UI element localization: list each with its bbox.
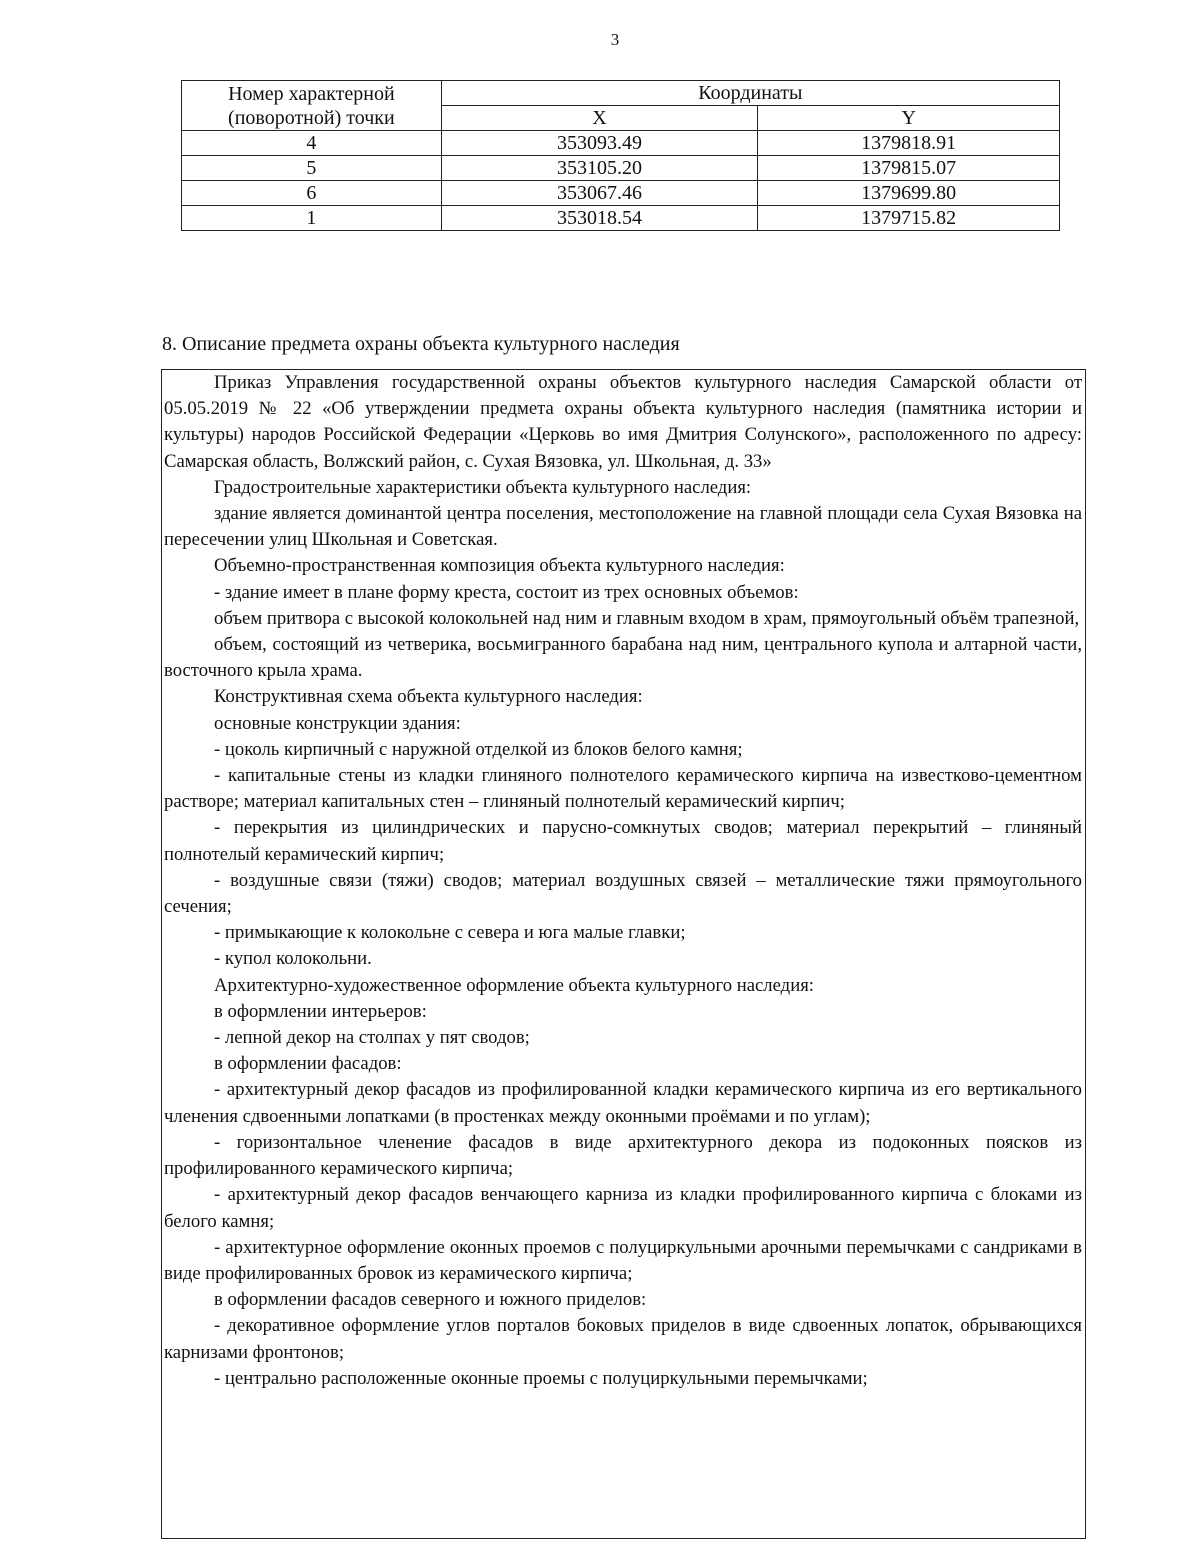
table-row bbox=[182, 206, 1060, 231]
paragraph: - центрально расположенные оконные проемы с полуциркульными перемычками; bbox=[214, 1367, 868, 1389]
cell-x: 353105.20 bbox=[441, 156, 758, 181]
cell-x: 353093.49 bbox=[441, 131, 758, 156]
paragraph: в оформлении интерьеров: bbox=[214, 1000, 427, 1022]
protection-subject-box bbox=[161, 369, 1086, 1539]
header-coords: Координаты bbox=[441, 81, 1059, 106]
paragraph: - купол колокольни. bbox=[214, 948, 372, 970]
paragraph: - архитектурный декор фасадов венчающего карниза из кладки профилированного кирпича с блоками из белого камня; bbox=[164, 1184, 1082, 1232]
cell-y: 1379715.82 bbox=[758, 206, 1060, 231]
table-header-row bbox=[182, 81, 1060, 106]
table-row bbox=[182, 131, 1060, 156]
paragraph: в оформлении фасадов северного и южного приделов: bbox=[214, 1289, 647, 1311]
table-row bbox=[182, 156, 1060, 181]
header-x: X bbox=[441, 106, 758, 131]
paragraph: Объемно-пространственная композиция объекта культурного наследия: bbox=[214, 555, 785, 577]
header-y: Y bbox=[758, 106, 1060, 131]
header-point bbox=[182, 81, 442, 131]
paragraph: - капитальные стены из кладки глиняного полнотелого керамического кирпича на известково-цементном растворе; материал капитальных стен – глиняный полнотелый керамический кирпич; bbox=[164, 765, 1082, 813]
paragraph: Конструктивная схема объекта культурного наследия: bbox=[214, 686, 643, 708]
cell-y: 1379818.91 bbox=[758, 131, 1060, 156]
cell-point: 6 bbox=[182, 181, 442, 206]
paragraph: - лепной декор на столпах у пят сводов; bbox=[214, 1027, 530, 1049]
paragraph: - архитектурный декор фасадов из профилированной кладки керамического кирпича из его вертикального членения сдвоенными лопатками (в простенках между оконными проёмами и по углам); bbox=[164, 1079, 1082, 1127]
paragraph: Приказ Управления государственной охраны объектов культурного наследия Самарской области от 05.05.2019 № 22 «Об утверждении предмета охраны объекта культурного наследия (памятника истории и культуры) народов Российской Федерации «Церковь во имя Дмитрия Солунского», расположенного по адресу: Самарская область, Волжский район, с. Сухая Вязовка, ул. Школьная, д. 33» bbox=[164, 372, 1082, 472]
paragraph: - архитектурное оформление оконных проемов с полуциркульными арочными перемычками с сандриками в виде профилированных бровок из керамического кирпича; bbox=[164, 1236, 1082, 1284]
table-row bbox=[182, 181, 1060, 206]
header-point-line1: Номер характерной bbox=[228, 82, 395, 105]
paragraph: - декоративное оформление углов порталов боковых приделов в виде сдвоенных лопаток, обрывающихся карнизами фронтонов; bbox=[164, 1315, 1082, 1363]
paragraph: - примыкающие к колокольне с севера и юга малые главки; bbox=[214, 922, 686, 944]
paragraph: - воздушные связи (тяжи) сводов; материал воздушных связей – металлические тяжи прямоугольного сечения; bbox=[164, 869, 1082, 918]
paragraph: - цоколь кирпичный с наружной отделкой из блоков белого камня; bbox=[214, 738, 743, 760]
paragraph: здание является доминантой центра поселения, местоположение на главной площади села Сухая Вязовка на пересечении улиц Школьная и Советская. bbox=[164, 503, 1082, 551]
paragraph: - здание имеет в плане форму креста, состоит из трех основных объемов: bbox=[214, 581, 799, 603]
cell-x: 353067.46 bbox=[441, 181, 758, 206]
paragraph: - перекрытия из цилиндрических и парусно-сомкнутых сводов; материал перекрытий – глиняный полнотелый керамический кирпич; bbox=[164, 817, 1082, 865]
paragraph: основные конструкции здания: bbox=[214, 712, 461, 734]
cell-y: 1379815.07 bbox=[758, 156, 1060, 181]
paragraph: Архитектурно-художественное оформление объекта культурного наследия: bbox=[214, 974, 814, 996]
paragraph: объем, состоящий из четверика, восьмигранного барабана над ним, центрального купола и алтарной части, восточного крыла храма. bbox=[164, 634, 1082, 682]
cell-point: 4 bbox=[182, 131, 442, 156]
paragraph: Градостроительные характеристики объекта культурного наследия: bbox=[214, 476, 752, 498]
paragraph: - горизонтальное членение фасадов в виде архитектурного декора из подоконных поясков из профилированного керамического кирпича; bbox=[164, 1131, 1082, 1180]
paragraph: в оформлении фасадов: bbox=[214, 1053, 402, 1075]
page-number: 3 bbox=[610, 30, 620, 49]
header-point-line2: (поворотной) точки bbox=[228, 106, 395, 129]
coordinates-table bbox=[181, 80, 1060, 231]
cell-point: 5 bbox=[182, 156, 442, 181]
cell-y: 1379699.80 bbox=[758, 181, 1060, 206]
cell-x: 353018.54 bbox=[441, 206, 758, 231]
cell-point: 1 bbox=[182, 206, 442, 231]
paragraph: объем притвора с высокой колокольней над ним и главным входом в храм, прямоугольный объём трапезной, bbox=[214, 607, 1080, 629]
section-title: 8. Описание предмета охраны объекта культурного наследия bbox=[162, 333, 680, 355]
